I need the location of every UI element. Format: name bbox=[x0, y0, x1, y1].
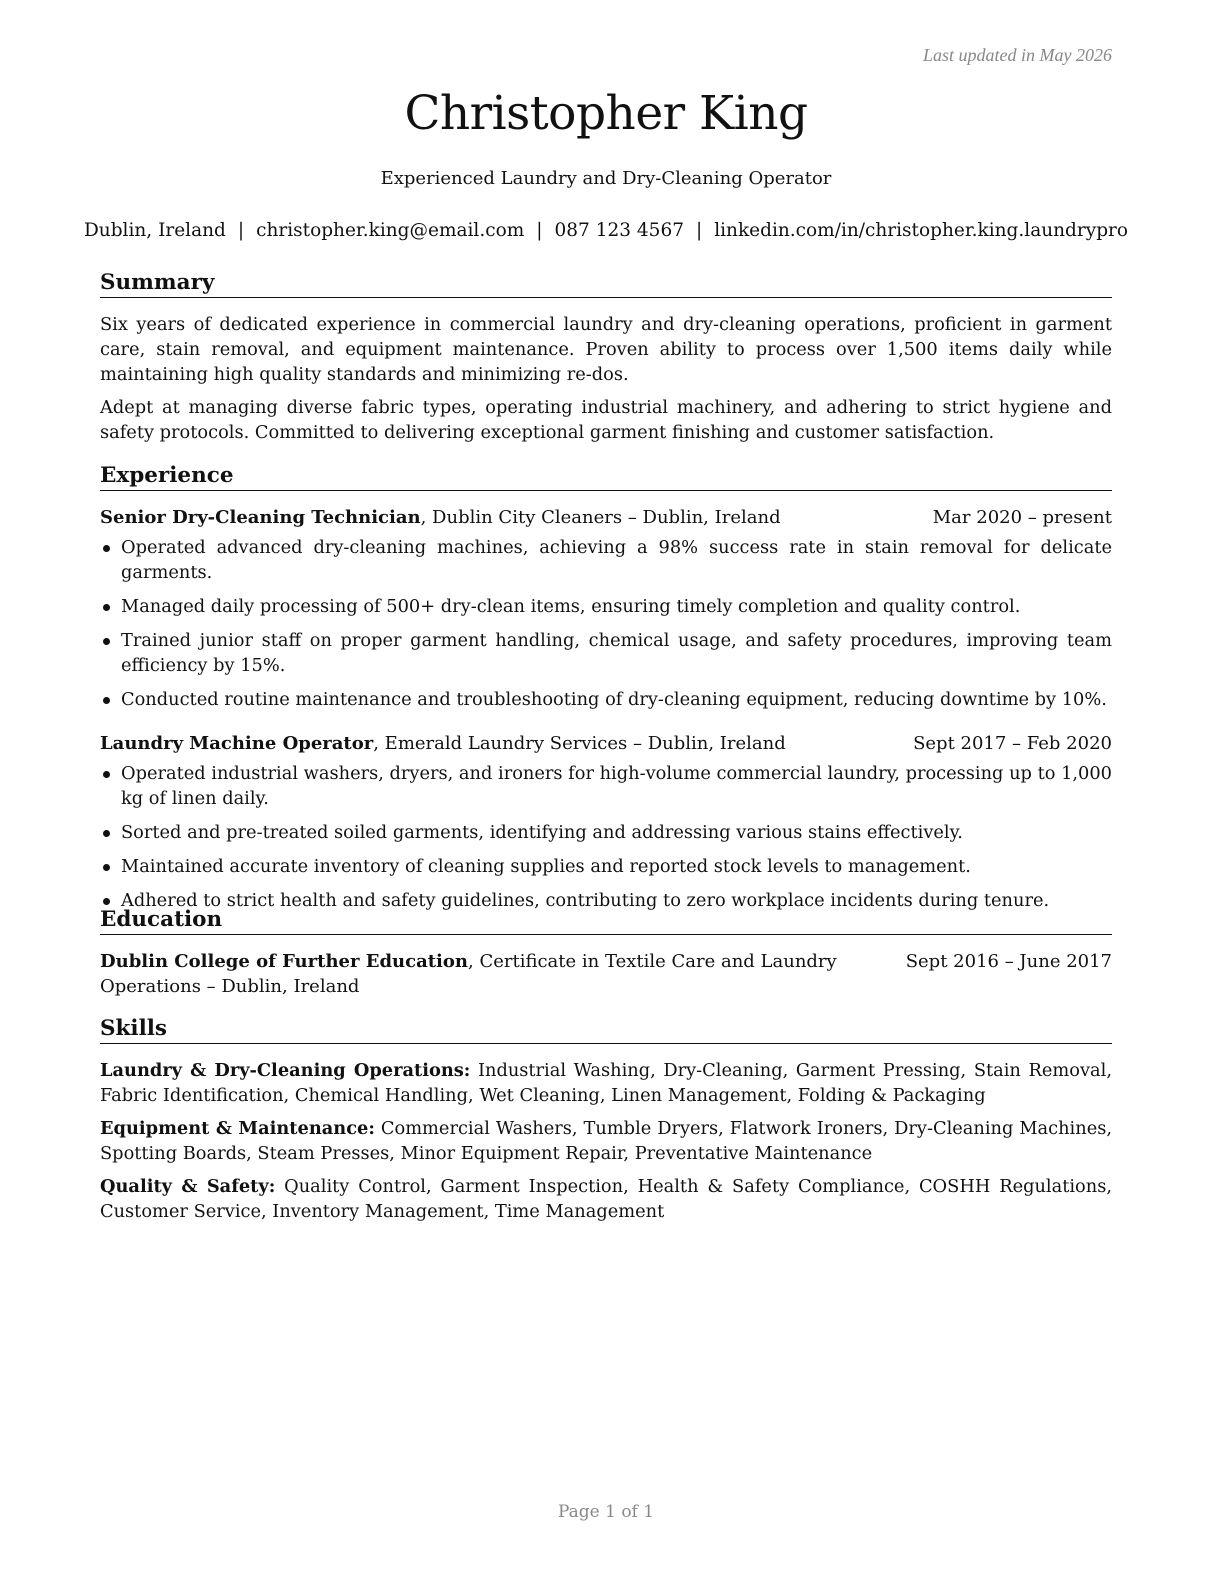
skills-section bbox=[100, 1016, 1112, 1232]
section-title-summary: Summary bbox=[100, 270, 1112, 298]
contact-phone[interactable]: 087 123 4567 bbox=[554, 220, 684, 241]
summary-section bbox=[100, 270, 1112, 453]
contact-separator: | bbox=[536, 220, 543, 241]
job-bullet: Trained junior staff on proper garment handling, chemical usage, and safety procedures, improving team efficiency by 15%. bbox=[100, 628, 1112, 678]
job-company-location: , Dublin City Cleaners – Dublin, Ireland bbox=[420, 506, 781, 528]
skill-group-items: Quality Control, Garment Inspection, Health & Safety Compliance, COSHH Regulations, Customer Service, Inventory Management, Time Management bbox=[100, 1175, 1112, 1222]
contact-separator: | bbox=[695, 220, 703, 241]
job-bullets bbox=[100, 535, 1112, 712]
contact-separator: | bbox=[237, 220, 245, 241]
education-section bbox=[100, 907, 1112, 999]
job-bullet: Adhered to strict health and safety guidelines, contributing to zero workplace incidents during tenure. bbox=[100, 888, 1112, 913]
section-title-experience: Experience bbox=[100, 463, 1112, 491]
contact-line bbox=[0, 219, 1212, 243]
job-bullet: Operated industrial washers, dryers, and ironers for high-volume commercial laundry, processing up to 1,000 kg of linen daily. bbox=[100, 761, 1112, 811]
skill-group-label: Equipment & Maintenance: bbox=[100, 1117, 375, 1139]
job-bullets bbox=[100, 761, 1112, 913]
job-role: Laundry Machine Operator bbox=[100, 732, 374, 754]
education-institution: Dublin College of Further Education bbox=[100, 950, 468, 972]
candidate-name: Christopher King bbox=[404, 86, 808, 141]
job-entry bbox=[100, 731, 1112, 913]
skill-group bbox=[100, 1058, 1112, 1108]
job-dates: Sept 2017 – Feb 2020 bbox=[913, 732, 1112, 754]
job-bullet: Sorted and pre-treated soiled garments, identifying and addressing various stains effectively. bbox=[100, 820, 1112, 845]
skill-group-items: Industrial Washing, Dry-Cleaning, Garment Pressing, Stain Removal, Fabric Identification, Chemical Handling, Wet Cleaning, Linen Management, Folding & Packaging bbox=[100, 1059, 1112, 1106]
education-entry bbox=[100, 949, 1112, 999]
section-title-skills: Skills bbox=[100, 1016, 1112, 1044]
education-dates: Sept 2016 – June 2017 bbox=[905, 950, 1112, 972]
summary-paragraph: Six years of dedicated experience in commercial laundry and dry-cleaning operations, proficient in garment care, stain removal, and equipment maintenance. Proven ability to process over 1,500 items daily while maintaining high quality standards and minimizing re-dos. bbox=[100, 313, 1112, 385]
contact-email[interactable]: christopher.king@email.com bbox=[256, 220, 525, 241]
job-bullet: Managed daily processing of 500+ dry-clean items, ensuring timely completion and quality control. bbox=[100, 594, 1112, 619]
section-title-education: Education bbox=[100, 907, 1112, 935]
job-header bbox=[100, 731, 1112, 756]
job-header bbox=[100, 505, 1112, 530]
job-role: Senior Dry-Cleaning Technician bbox=[100, 506, 421, 528]
summary-paragraph: Adept at managing diverse fabric types, operating industrial machinery, and adhering to strict hygiene and safety protocols. Committed to delivering exceptional garment finishing and customer satisfaction. bbox=[100, 396, 1112, 443]
skill-group-items: Commercial Washers, Tumble Dryers, Flatwork Ironers, Dry-Cleaning Machines, Spotting Boards, Steam Presses, Minor Equipment Repair, Preventative Maintenance bbox=[100, 1117, 1112, 1164]
page-number: Page 1 of 1 bbox=[557, 1502, 655, 1522]
skill-group-label: Laundry & Dry-Cleaning Operations: bbox=[100, 1059, 471, 1081]
job-entry bbox=[100, 505, 1112, 712]
job-bullet: Maintained accurate inventory of cleaning supplies and reported stock levels to management. bbox=[100, 854, 1112, 879]
candidate-headline: Experienced Laundry and Dry-Cleaning Operator bbox=[380, 168, 832, 189]
contact-location: Dublin, Ireland bbox=[83, 220, 226, 241]
job-bullet: Operated advanced dry-cleaning machines, achieving a 98% success rate in stain removal for delicate garments. bbox=[100, 535, 1112, 585]
last-updated-note: Last updated in May 2026 bbox=[923, 45, 1112, 65]
contact-linkedin[interactable]: linkedin.com/in/christopher.king.laundrypro bbox=[714, 220, 1129, 241]
job-bullet: Conducted routine maintenance and troubleshooting of dry-cleaning equipment, reducing downtime by 10%. bbox=[100, 687, 1112, 712]
resume-page bbox=[83, 0, 1129, 1584]
skill-group bbox=[100, 1174, 1112, 1224]
education-details: , Certificate in Textile Care and Laundry Operations – Dublin, Ireland bbox=[100, 950, 837, 997]
skill-group bbox=[100, 1116, 1112, 1166]
job-company-location: , Emerald Laundry Services – Dublin, Ireland bbox=[373, 732, 786, 754]
skill-group-label: Quality & Safety: bbox=[100, 1175, 276, 1197]
job-dates: Mar 2020 – present bbox=[932, 506, 1112, 528]
experience-section bbox=[100, 463, 1112, 922]
